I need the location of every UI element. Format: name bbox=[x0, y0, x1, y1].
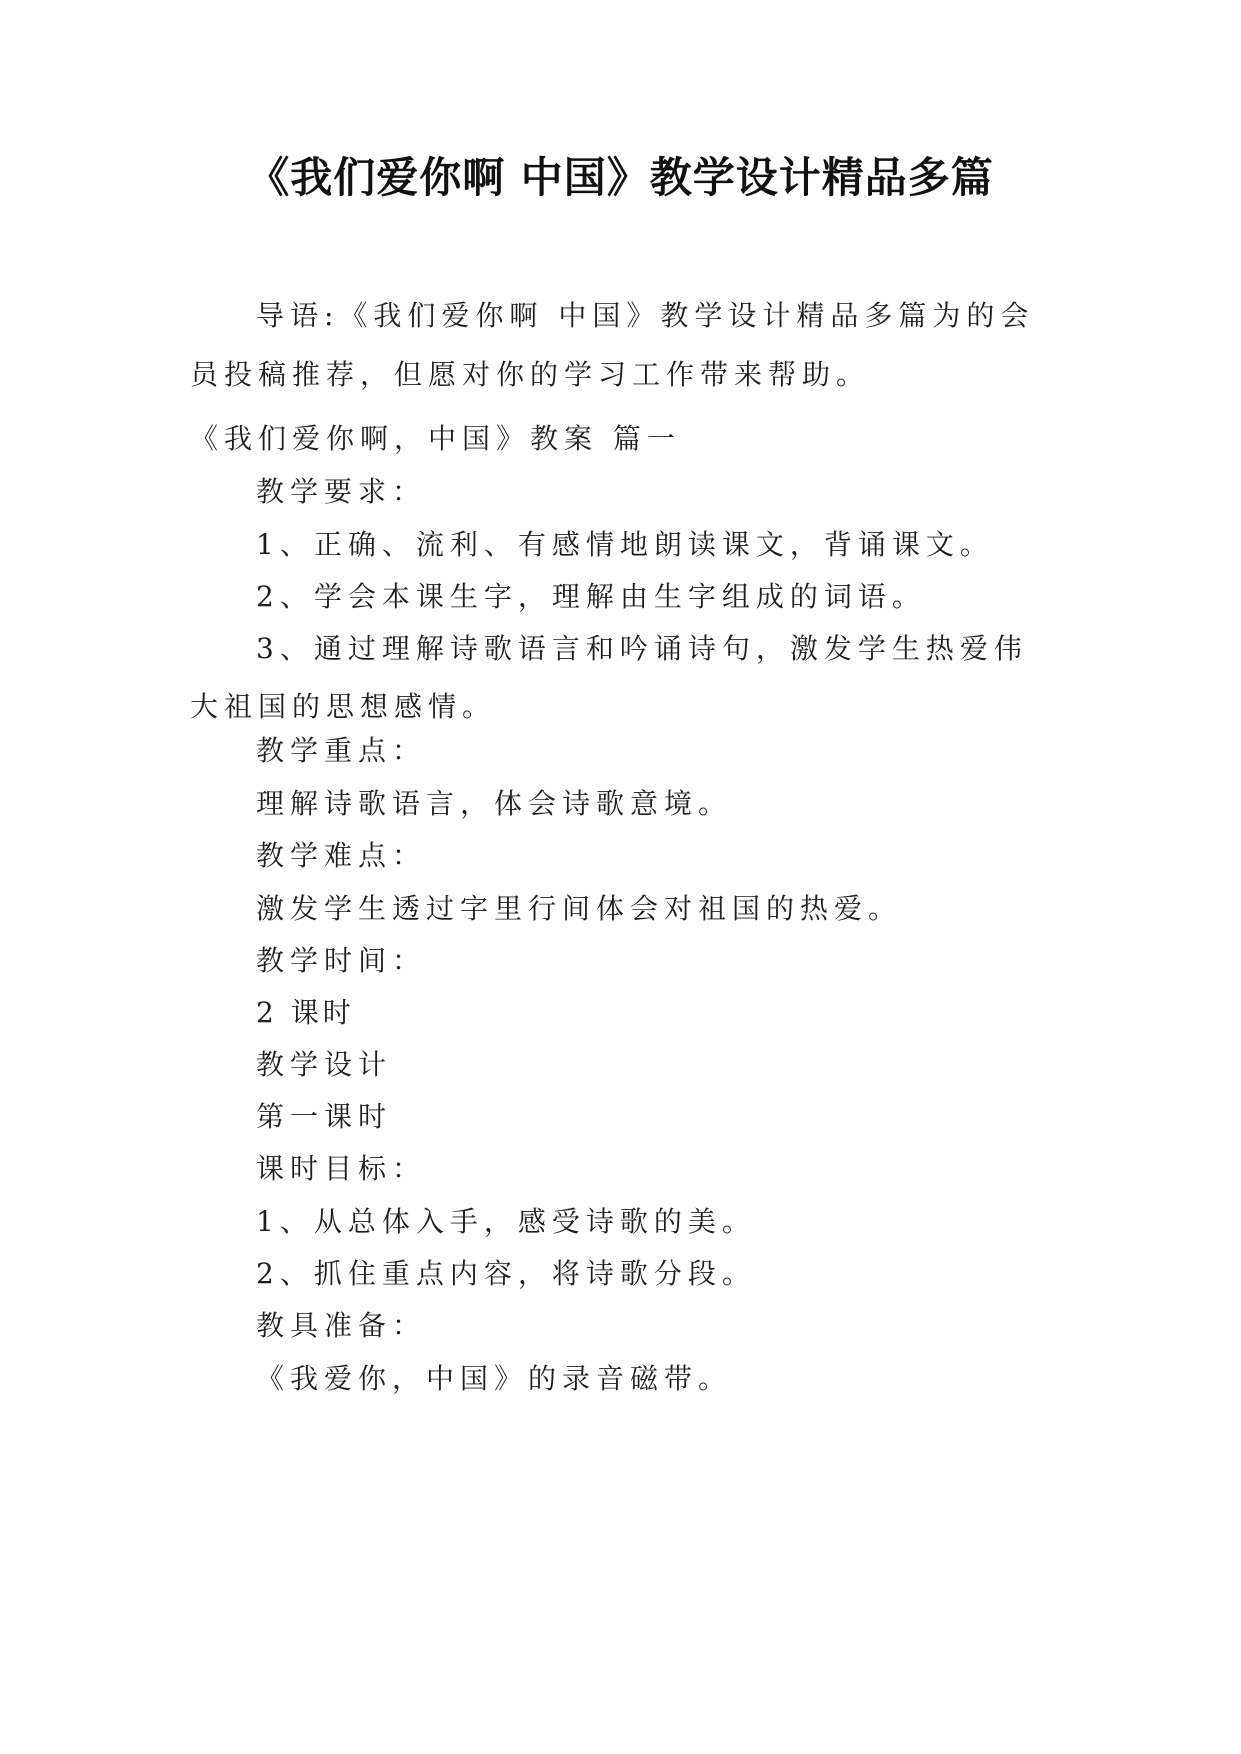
requirements-label: 教学要求： bbox=[256, 475, 427, 508]
goal-item-1: 1、从总体入手，感受诗歌的美。 bbox=[256, 1205, 756, 1238]
goal-label: 课时目标： bbox=[256, 1152, 427, 1185]
time-text: 2 课时 bbox=[256, 996, 355, 1029]
tools-label: 教具准备： bbox=[256, 1309, 427, 1342]
requirement-item-1: 1、正确、流利、有感情地朗读课文，背诵课文。 bbox=[256, 528, 994, 561]
difficulty-label: 教学难点： bbox=[256, 839, 427, 872]
lesson-one-heading: 第一课时 bbox=[256, 1100, 393, 1133]
difficulty-text: 激发学生透过字里行间体会对祖国的热爱。 bbox=[256, 892, 903, 925]
requirement-item-2: 2、学会本课生字，理解由生字组成的词语。 bbox=[256, 580, 926, 613]
focus-label: 教学重点： bbox=[256, 734, 427, 767]
design-label: 教学设计 bbox=[256, 1048, 393, 1081]
section-heading: 《我们爱你啊，中国》教案 篇一 bbox=[190, 422, 681, 455]
document-title: 《我们爱你啊 中国》教学设计精品多篇 bbox=[247, 153, 994, 202]
time-label: 教学时间： bbox=[256, 944, 427, 977]
focus-text: 理解诗歌语言，体会诗歌意境。 bbox=[256, 787, 733, 820]
goal-item-2: 2、抓住重点内容，将诗歌分段。 bbox=[256, 1257, 756, 1290]
requirement-item-3: 3、通过理解诗歌语言和吟诵诗句，激发学生热爱伟大祖国的思想感情。 bbox=[190, 632, 1028, 723]
intro-paragraph: 导语:《我们爱你啊 中国》教学设计精品多篇为的会员投稿推荐，但愿对你的学习工作带来帮助。 bbox=[190, 299, 1035, 391]
tools-text: 《我爱你，中国》的录音磁带。 bbox=[256, 1362, 733, 1395]
